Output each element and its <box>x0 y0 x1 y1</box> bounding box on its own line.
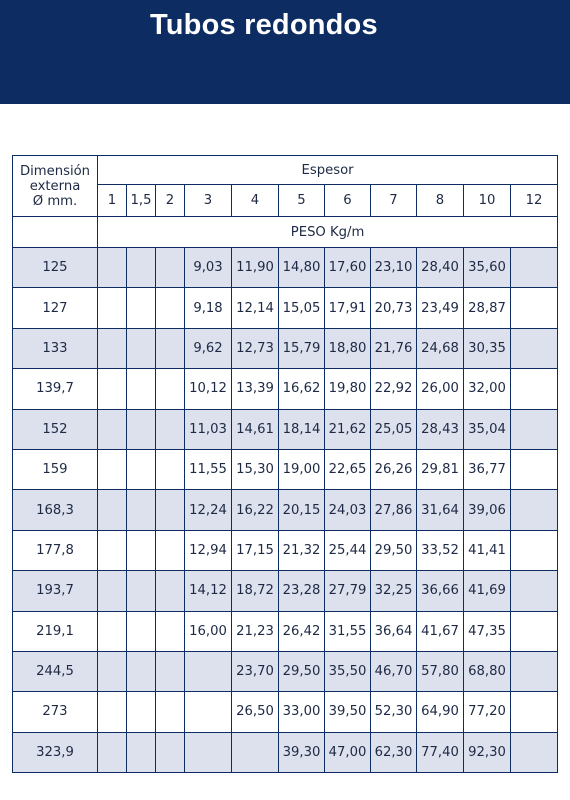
table-row <box>13 490 558 530</box>
weight-cell: 29,81 <box>417 449 464 489</box>
weight-cell <box>98 288 127 328</box>
weight-cell: 39,06 <box>464 490 511 530</box>
weight-cell <box>156 571 185 611</box>
weight-cell: 21,23 <box>232 611 279 651</box>
thickness-header-cell: 1,5 <box>127 185 156 217</box>
weight-cell <box>511 692 558 732</box>
thickness-header-cell: 1 <box>98 185 127 217</box>
weight-cell <box>98 530 127 570</box>
weight-cell: 24,03 <box>325 490 371 530</box>
table-row <box>13 732 558 772</box>
weight-cell: 21,32 <box>279 530 325 570</box>
weight-cell: 12,24 <box>185 490 232 530</box>
weight-cell <box>127 248 156 288</box>
weight-cell <box>127 288 156 328</box>
weight-cell: 57,80 <box>417 651 464 691</box>
table-row <box>13 288 558 328</box>
weight-cell: 14,80 <box>279 248 325 288</box>
weight-cell: 12,73 <box>232 328 279 368</box>
weight-cell: 41,69 <box>464 571 511 611</box>
weight-cell <box>185 692 232 732</box>
dimension-cell: 133 <box>13 328 98 368</box>
weight-cell: 77,20 <box>464 692 511 732</box>
weight-cell: 21,62 <box>325 409 371 449</box>
weight-cell <box>156 328 185 368</box>
weight-cell <box>511 369 558 409</box>
peso-spacer-cell <box>13 217 98 248</box>
thickness-header-cell: 6 <box>325 185 371 217</box>
weight-cell: 11,90 <box>232 248 279 288</box>
thickness-header-cell: 4 <box>232 185 279 217</box>
weight-cell: 36,77 <box>464 449 511 489</box>
weight-cell <box>127 530 156 570</box>
weight-cell <box>156 369 185 409</box>
weight-cell: 18,72 <box>232 571 279 611</box>
weight-cell <box>156 248 185 288</box>
weight-cell: 23,10 <box>371 248 417 288</box>
weight-cell: 23,70 <box>232 651 279 691</box>
weight-cell <box>127 328 156 368</box>
weight-cell <box>185 732 232 772</box>
weight-cell: 68,80 <box>464 651 511 691</box>
thickness-header-cell: 7 <box>371 185 417 217</box>
weight-cell <box>98 328 127 368</box>
weight-cell <box>232 732 279 772</box>
weight-cell <box>98 449 127 489</box>
weight-cell: 35,04 <box>464 409 511 449</box>
header-banner <box>0 0 570 104</box>
dimension-cell: 193,7 <box>13 571 98 611</box>
weight-cell <box>511 530 558 570</box>
weight-cell: 16,00 <box>185 611 232 651</box>
weight-cell: 9,03 <box>185 248 232 288</box>
table-row <box>13 530 558 570</box>
weight-cell: 46,70 <box>371 651 417 691</box>
dimension-cell: 273 <box>13 692 98 732</box>
weight-cell: 9,62 <box>185 328 232 368</box>
weight-cell: 28,43 <box>417 409 464 449</box>
table-row <box>13 369 558 409</box>
weight-cell: 22,92 <box>371 369 417 409</box>
weight-cell: 16,22 <box>232 490 279 530</box>
weight-cell: 13,39 <box>232 369 279 409</box>
weight-cell: 15,79 <box>279 328 325 368</box>
weight-cell: 17,91 <box>325 288 371 328</box>
weight-cell <box>127 651 156 691</box>
pipe-weight-table <box>12 155 558 773</box>
weight-cell: 15,30 <box>232 449 279 489</box>
page-title: Tubos redondos <box>150 9 378 41</box>
dimension-header-line: externa <box>29 178 81 194</box>
weight-cell <box>98 611 127 651</box>
weight-cell: 26,26 <box>371 449 417 489</box>
thickness-header-cell: 10 <box>464 185 511 217</box>
weight-cell <box>156 530 185 570</box>
dimension-cell: 125 <box>13 248 98 288</box>
weight-cell: 26,50 <box>232 692 279 732</box>
weight-cell: 23,49 <box>417 288 464 328</box>
weight-cell: 39,30 <box>279 732 325 772</box>
dimension-header-line: Ø mm. <box>32 193 78 209</box>
weight-cell <box>511 288 558 328</box>
weight-cell: 25,44 <box>325 530 371 570</box>
weight-cell: 64,90 <box>417 692 464 732</box>
weight-cell: 32,25 <box>371 571 417 611</box>
weight-cell <box>511 248 558 288</box>
weight-cell <box>98 490 127 530</box>
weight-cell: 35,60 <box>464 248 511 288</box>
weight-cell <box>185 651 232 691</box>
weight-cell <box>127 409 156 449</box>
weight-cell: 26,42 <box>279 611 325 651</box>
weight-cell: 25,05 <box>371 409 417 449</box>
table-row <box>13 571 558 611</box>
weight-cell <box>156 732 185 772</box>
weight-cell <box>98 409 127 449</box>
weight-cell: 14,12 <box>185 571 232 611</box>
weight-cell <box>127 571 156 611</box>
dimension-cell: 139,7 <box>13 369 98 409</box>
weight-cell: 22,65 <box>325 449 371 489</box>
weight-cell <box>127 369 156 409</box>
weight-cell: 29,50 <box>371 530 417 570</box>
weight-cell: 26,00 <box>417 369 464 409</box>
weight-cell: 11,55 <box>185 449 232 489</box>
weight-cell: 77,40 <box>417 732 464 772</box>
weight-cell: 27,79 <box>325 571 371 611</box>
weight-cell: 33,00 <box>279 692 325 732</box>
weight-cell <box>127 449 156 489</box>
weight-cell <box>511 328 558 368</box>
weight-cell: 39,50 <box>325 692 371 732</box>
weight-cell: 16,62 <box>279 369 325 409</box>
weight-cell <box>127 732 156 772</box>
weight-cell: 31,64 <box>417 490 464 530</box>
weight-cell <box>511 409 558 449</box>
thickness-header-cell: 3 <box>185 185 232 217</box>
weight-cell <box>98 248 127 288</box>
weight-cell <box>156 651 185 691</box>
weight-cell <box>127 490 156 530</box>
table-row <box>13 328 558 368</box>
weight-cell <box>156 449 185 489</box>
weight-cell: 18,80 <box>325 328 371 368</box>
dimension-header-line: Dimensión <box>19 163 91 179</box>
weight-cell: 27,86 <box>371 490 417 530</box>
table-body <box>13 248 558 773</box>
weight-cell: 10,12 <box>185 369 232 409</box>
weight-cell: 62,30 <box>371 732 417 772</box>
weight-cell: 31,55 <box>325 611 371 651</box>
thickness-header-cell: 12 <box>511 185 558 217</box>
weight-cell: 47,00 <box>325 732 371 772</box>
weight-cell: 36,66 <box>417 571 464 611</box>
weight-cell: 41,67 <box>417 611 464 651</box>
weight-cell: 17,15 <box>232 530 279 570</box>
weight-cell: 47,35 <box>464 611 511 651</box>
table-row <box>13 449 558 489</box>
table-row <box>13 248 558 288</box>
dimension-cell: 152 <box>13 409 98 449</box>
weight-cell: 9,18 <box>185 288 232 328</box>
weight-cell: 20,15 <box>279 490 325 530</box>
weight-cell: 20,73 <box>371 288 417 328</box>
table-row <box>13 409 558 449</box>
dimension-cell: 159 <box>13 449 98 489</box>
weight-cell: 23,28 <box>279 571 325 611</box>
weight-cell <box>156 692 185 732</box>
weight-cell <box>156 288 185 328</box>
weight-cell <box>511 611 558 651</box>
weight-cell: 15,05 <box>279 288 325 328</box>
weight-cell: 29,50 <box>279 651 325 691</box>
dimension-cell: 323,9 <box>13 732 98 772</box>
weight-cell: 18,14 <box>279 409 325 449</box>
thickness-header-cell: 8 <box>417 185 464 217</box>
weight-cell: 11,03 <box>185 409 232 449</box>
thickness-header-cell: 5 <box>279 185 325 217</box>
table-row <box>13 692 558 732</box>
thickness-header-cell: 2 <box>156 185 185 217</box>
weight-cell: 12,94 <box>185 530 232 570</box>
weight-cell <box>511 490 558 530</box>
dimension-header <box>13 156 98 217</box>
table-row <box>13 651 558 691</box>
weight-cell <box>511 651 558 691</box>
espesor-header: Espesor <box>98 156 558 185</box>
weight-cell <box>511 449 558 489</box>
weight-cell <box>98 692 127 732</box>
weight-cell: 17,60 <box>325 248 371 288</box>
weight-cell <box>98 571 127 611</box>
table-row <box>13 611 558 651</box>
dimension-cell: 177,8 <box>13 530 98 570</box>
weight-cell: 36,64 <box>371 611 417 651</box>
weight-cell <box>511 732 558 772</box>
weight-cell <box>98 651 127 691</box>
dimension-cell: 244,5 <box>13 651 98 691</box>
weight-cell: 24,68 <box>417 328 464 368</box>
weight-cell <box>98 732 127 772</box>
weight-cell: 19,80 <box>325 369 371 409</box>
weight-cell: 14,61 <box>232 409 279 449</box>
weight-cell: 30,35 <box>464 328 511 368</box>
peso-label: PESO Kg/m <box>98 217 558 248</box>
weight-cell: 19,00 <box>279 449 325 489</box>
weight-cell <box>156 611 185 651</box>
weight-cell: 41,41 <box>464 530 511 570</box>
dimension-cell: 168,3 <box>13 490 98 530</box>
weight-cell <box>98 369 127 409</box>
weight-cell: 33,52 <box>417 530 464 570</box>
weight-cell <box>156 409 185 449</box>
dimension-cell: 219,1 <box>13 611 98 651</box>
weight-cell <box>156 490 185 530</box>
weight-cell <box>127 611 156 651</box>
weight-cell <box>127 692 156 732</box>
weight-cell: 52,30 <box>371 692 417 732</box>
weight-cell: 21,76 <box>371 328 417 368</box>
weight-cell: 28,40 <box>417 248 464 288</box>
weight-cell: 92,30 <box>464 732 511 772</box>
dimension-cell: 127 <box>13 288 98 328</box>
weight-cell <box>511 571 558 611</box>
weight-cell: 12,14 <box>232 288 279 328</box>
weight-cell: 32,00 <box>464 369 511 409</box>
weight-cell: 28,87 <box>464 288 511 328</box>
weight-cell: 35,50 <box>325 651 371 691</box>
